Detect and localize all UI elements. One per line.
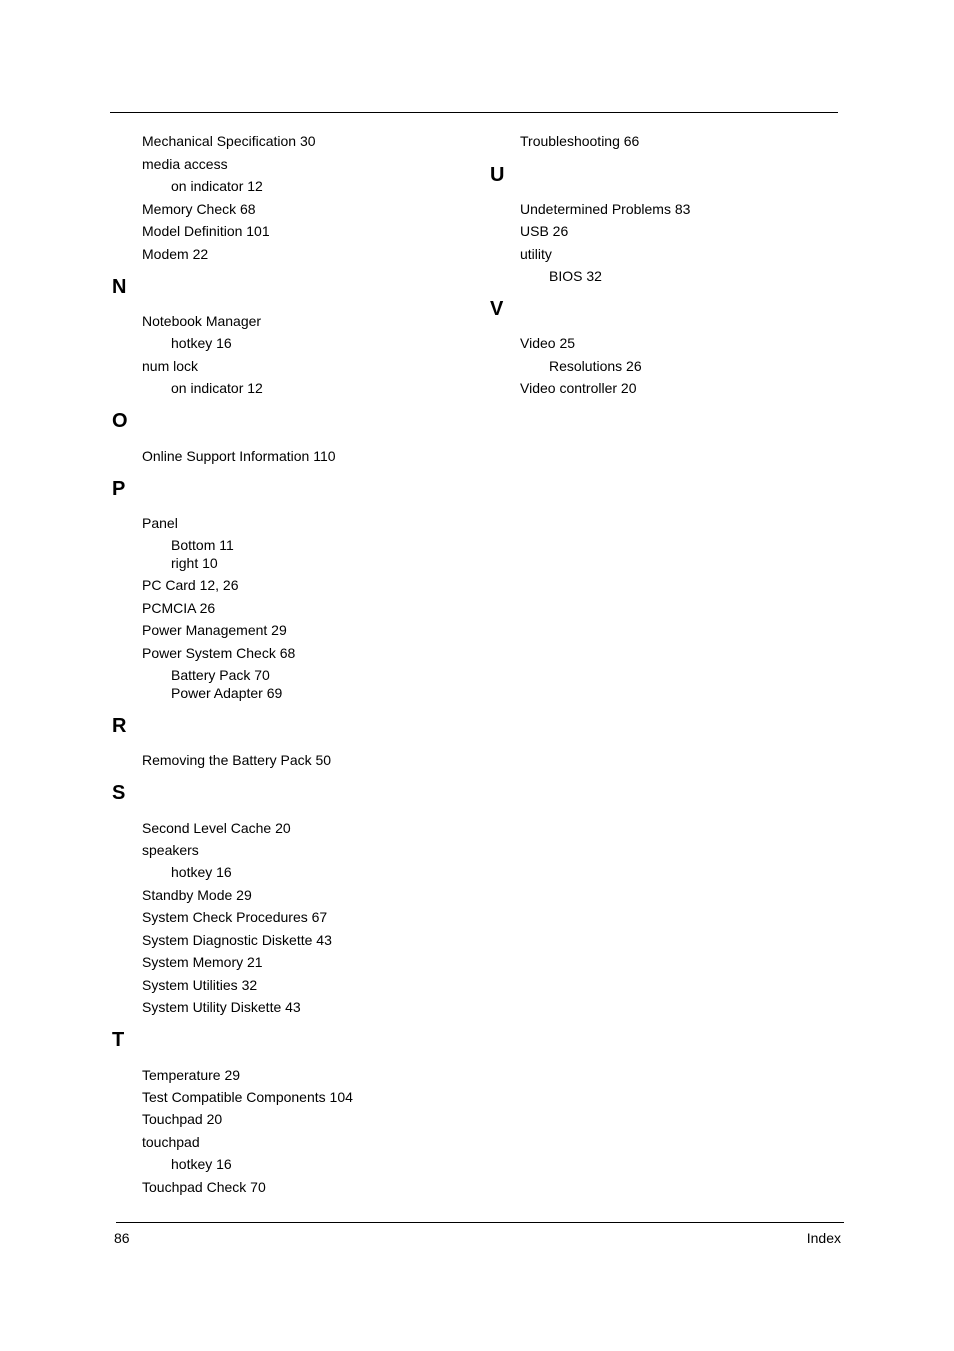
footer-section-label: Index [806, 1230, 841, 1246]
index-subentry: right 10 [171, 555, 218, 571]
index-entry: Model Definition 101 [142, 223, 270, 239]
section-letter-heading: R [112, 715, 127, 737]
section-letter-heading: V [490, 298, 504, 320]
section-letter-heading: S [112, 782, 126, 804]
index-subentry: Resolutions 26 [549, 358, 642, 374]
index-entry: Online Support Information 110 [142, 448, 336, 464]
index-subentry: BIOS 32 [549, 268, 602, 284]
index-entry: Touchpad 20 [142, 1111, 223, 1127]
index-entry: Notebook Manager [142, 313, 262, 329]
section-letter-heading: T [112, 1029, 125, 1051]
index-subentry: Battery Pack 70 [171, 667, 270, 683]
section-letter-heading: U [490, 164, 505, 186]
footer-rule [116, 1222, 844, 1223]
index-subentry: hotkey 16 [171, 864, 232, 880]
index-subentry: on indicator 12 [171, 380, 263, 396]
index-entry: Temperature 29 [142, 1067, 241, 1083]
index-entry: speakers [142, 842, 199, 858]
index-entry: Undetermined Problems 83 [520, 201, 691, 217]
index-entry: utility [520, 246, 552, 262]
section-letter-heading: N [112, 276, 127, 298]
index-entry: Mechanical Specification 30 [142, 133, 316, 149]
index-subentry: Power Adapter 69 [171, 685, 283, 701]
index-entry: Panel [142, 515, 178, 531]
index-entry: Power System Check 68 [142, 645, 296, 661]
index-entry: num lock [142, 358, 199, 374]
index-subentry: hotkey 16 [171, 1156, 232, 1172]
index-entry: Video controller 20 [520, 380, 637, 396]
index-entry: Standby Mode 29 [142, 887, 252, 903]
header-rule [110, 112, 838, 113]
section-letter-heading: P [112, 478, 126, 500]
index-subentry: Bottom 11 [171, 537, 234, 553]
index-entry: USB 26 [520, 223, 569, 239]
index-entry: Removing the Battery Pack 50 [142, 752, 332, 768]
index-entry: Video 25 [520, 335, 576, 351]
index-entry: System Utilities 32 [142, 977, 258, 993]
section-letter-heading: O [112, 410, 128, 432]
index-entry: Troubleshooting 66 [520, 133, 640, 149]
index-entry: System Diagnostic Diskette 43 [142, 932, 332, 948]
index-subentry: on indicator 12 [171, 178, 263, 194]
index-entry: PCMCIA 26 [142, 600, 216, 616]
index-entry: Touchpad Check 70 [142, 1179, 266, 1195]
index-entry: System Utility Diskette 43 [142, 999, 301, 1015]
index-entry: Second Level Cache 20 [142, 820, 291, 836]
index-entry: System Check Procedures 67 [142, 909, 328, 925]
index-entry: Test Compatible Components 104 [142, 1089, 353, 1105]
index-entry: Modem 22 [142, 246, 209, 262]
index-entry: media access [142, 156, 228, 172]
index-subentry: hotkey 16 [171, 335, 232, 351]
index-entry: Memory Check 68 [142, 201, 256, 217]
index-entry: touchpad [142, 1134, 200, 1150]
page-number: 86 [114, 1230, 130, 1246]
index-entry: Power Management 29 [142, 622, 287, 638]
index-entry: System Memory 21 [142, 954, 263, 970]
index-entry: PC Card 12, 26 [142, 577, 239, 593]
